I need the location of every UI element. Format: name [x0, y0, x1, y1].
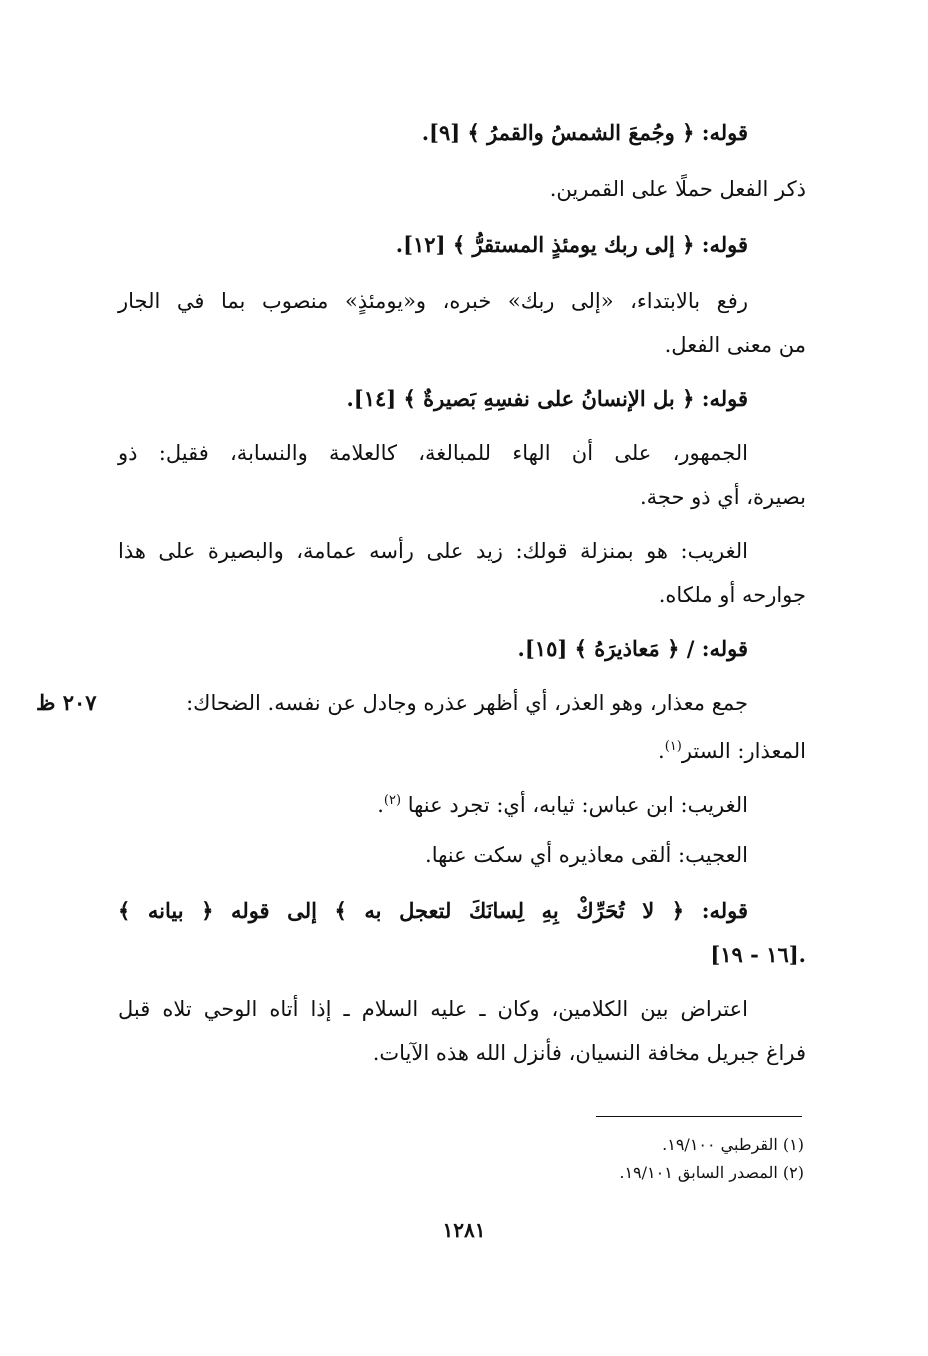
commentary-line: جوارحه أو ملكاه. [658, 583, 806, 607]
page-number: ١٢٨١ [442, 1218, 486, 1242]
footnote: (١) القرطبي ١٩/١٠٠. [662, 1135, 804, 1154]
commentary-line: الغريب: هو بمنزلة قولك: زيد على رأسه عمامة، والبصيرة على هذا [118, 539, 748, 563]
commentary-line: بصيرة، أي ذو حجة. [639, 485, 806, 509]
footnote-mark: (٢) [383, 793, 402, 808]
commentary-line: جمع معذار، وهو العذر، أي أظهر عذره وجادل عن نفسه. الضحاك: [186, 691, 748, 715]
commentary-line [377, 786, 748, 820]
commentary-line: العجيب: ألقى معاذيره أي سكت عنها. [425, 843, 748, 867]
footnote-separator [596, 1116, 802, 1117]
verse-reference: [١٦ - ١٩]. [710, 942, 806, 967]
commentary-line: اعتراض بين الكلامين، وكان ـ عليه السلام ـ إذا أتاه الوحي تلاه قبل [118, 997, 748, 1021]
manuscript-folio-note: ٢٠٧ ظ [36, 690, 97, 715]
verse-heading: قوله: ﴿ لا تُحَرِّكْ بِهِ لِسانَكَ لتعجل به ﴾ إلى قوله ﴿ بيانه ﴾ [118, 898, 748, 923]
commentary-line [658, 732, 806, 766]
commentary-line: فراغ جبريل مخافة النسيان، فأنزل الله هذه الآيات. [372, 1041, 806, 1065]
commentary-line: الجمهور، على أن الهاء للمبالغة، كالعلامة والنسابة، فقيل: ذو [118, 441, 748, 465]
verse-heading: قوله: / ﴿ مَعاذيرَهُ ﴾ [١٥]. [517, 636, 748, 661]
period: . [658, 739, 665, 763]
commentary-line: رفع بالابتداء، «إلى ربك» خبره، و«يومئذٍ» منصوب بما في الجار [118, 289, 748, 313]
period: . [377, 793, 384, 817]
verse-heading: قوله: ﴿ بل الإنسانُ على نفسِهِ بَصيرةٌ ﴾ [١٤]. [346, 386, 748, 411]
footnote: (٢) المصدر السابق ١٩/١٠١. [619, 1163, 804, 1182]
commentary-text: الغريب: ابن عباس: ثيابه، أي: تجرد عنها [407, 793, 748, 817]
commentary-text: المعذار: الستر [681, 739, 806, 763]
verse-heading: قوله: ﴿ وجُمعَ الشمسُ والقمرُ ﴾ [٩]. [421, 120, 748, 145]
footnote-mark: (١) [664, 739, 682, 754]
verse-heading: قوله: ﴿ إلى ربك يومئذٍ المستقرُّ ﴾ [١٢]. [395, 232, 748, 257]
commentary-line: من معنى الفعل. [664, 333, 806, 357]
commentary-line: ذكر الفعل حملًا على القمرين. [549, 177, 806, 201]
